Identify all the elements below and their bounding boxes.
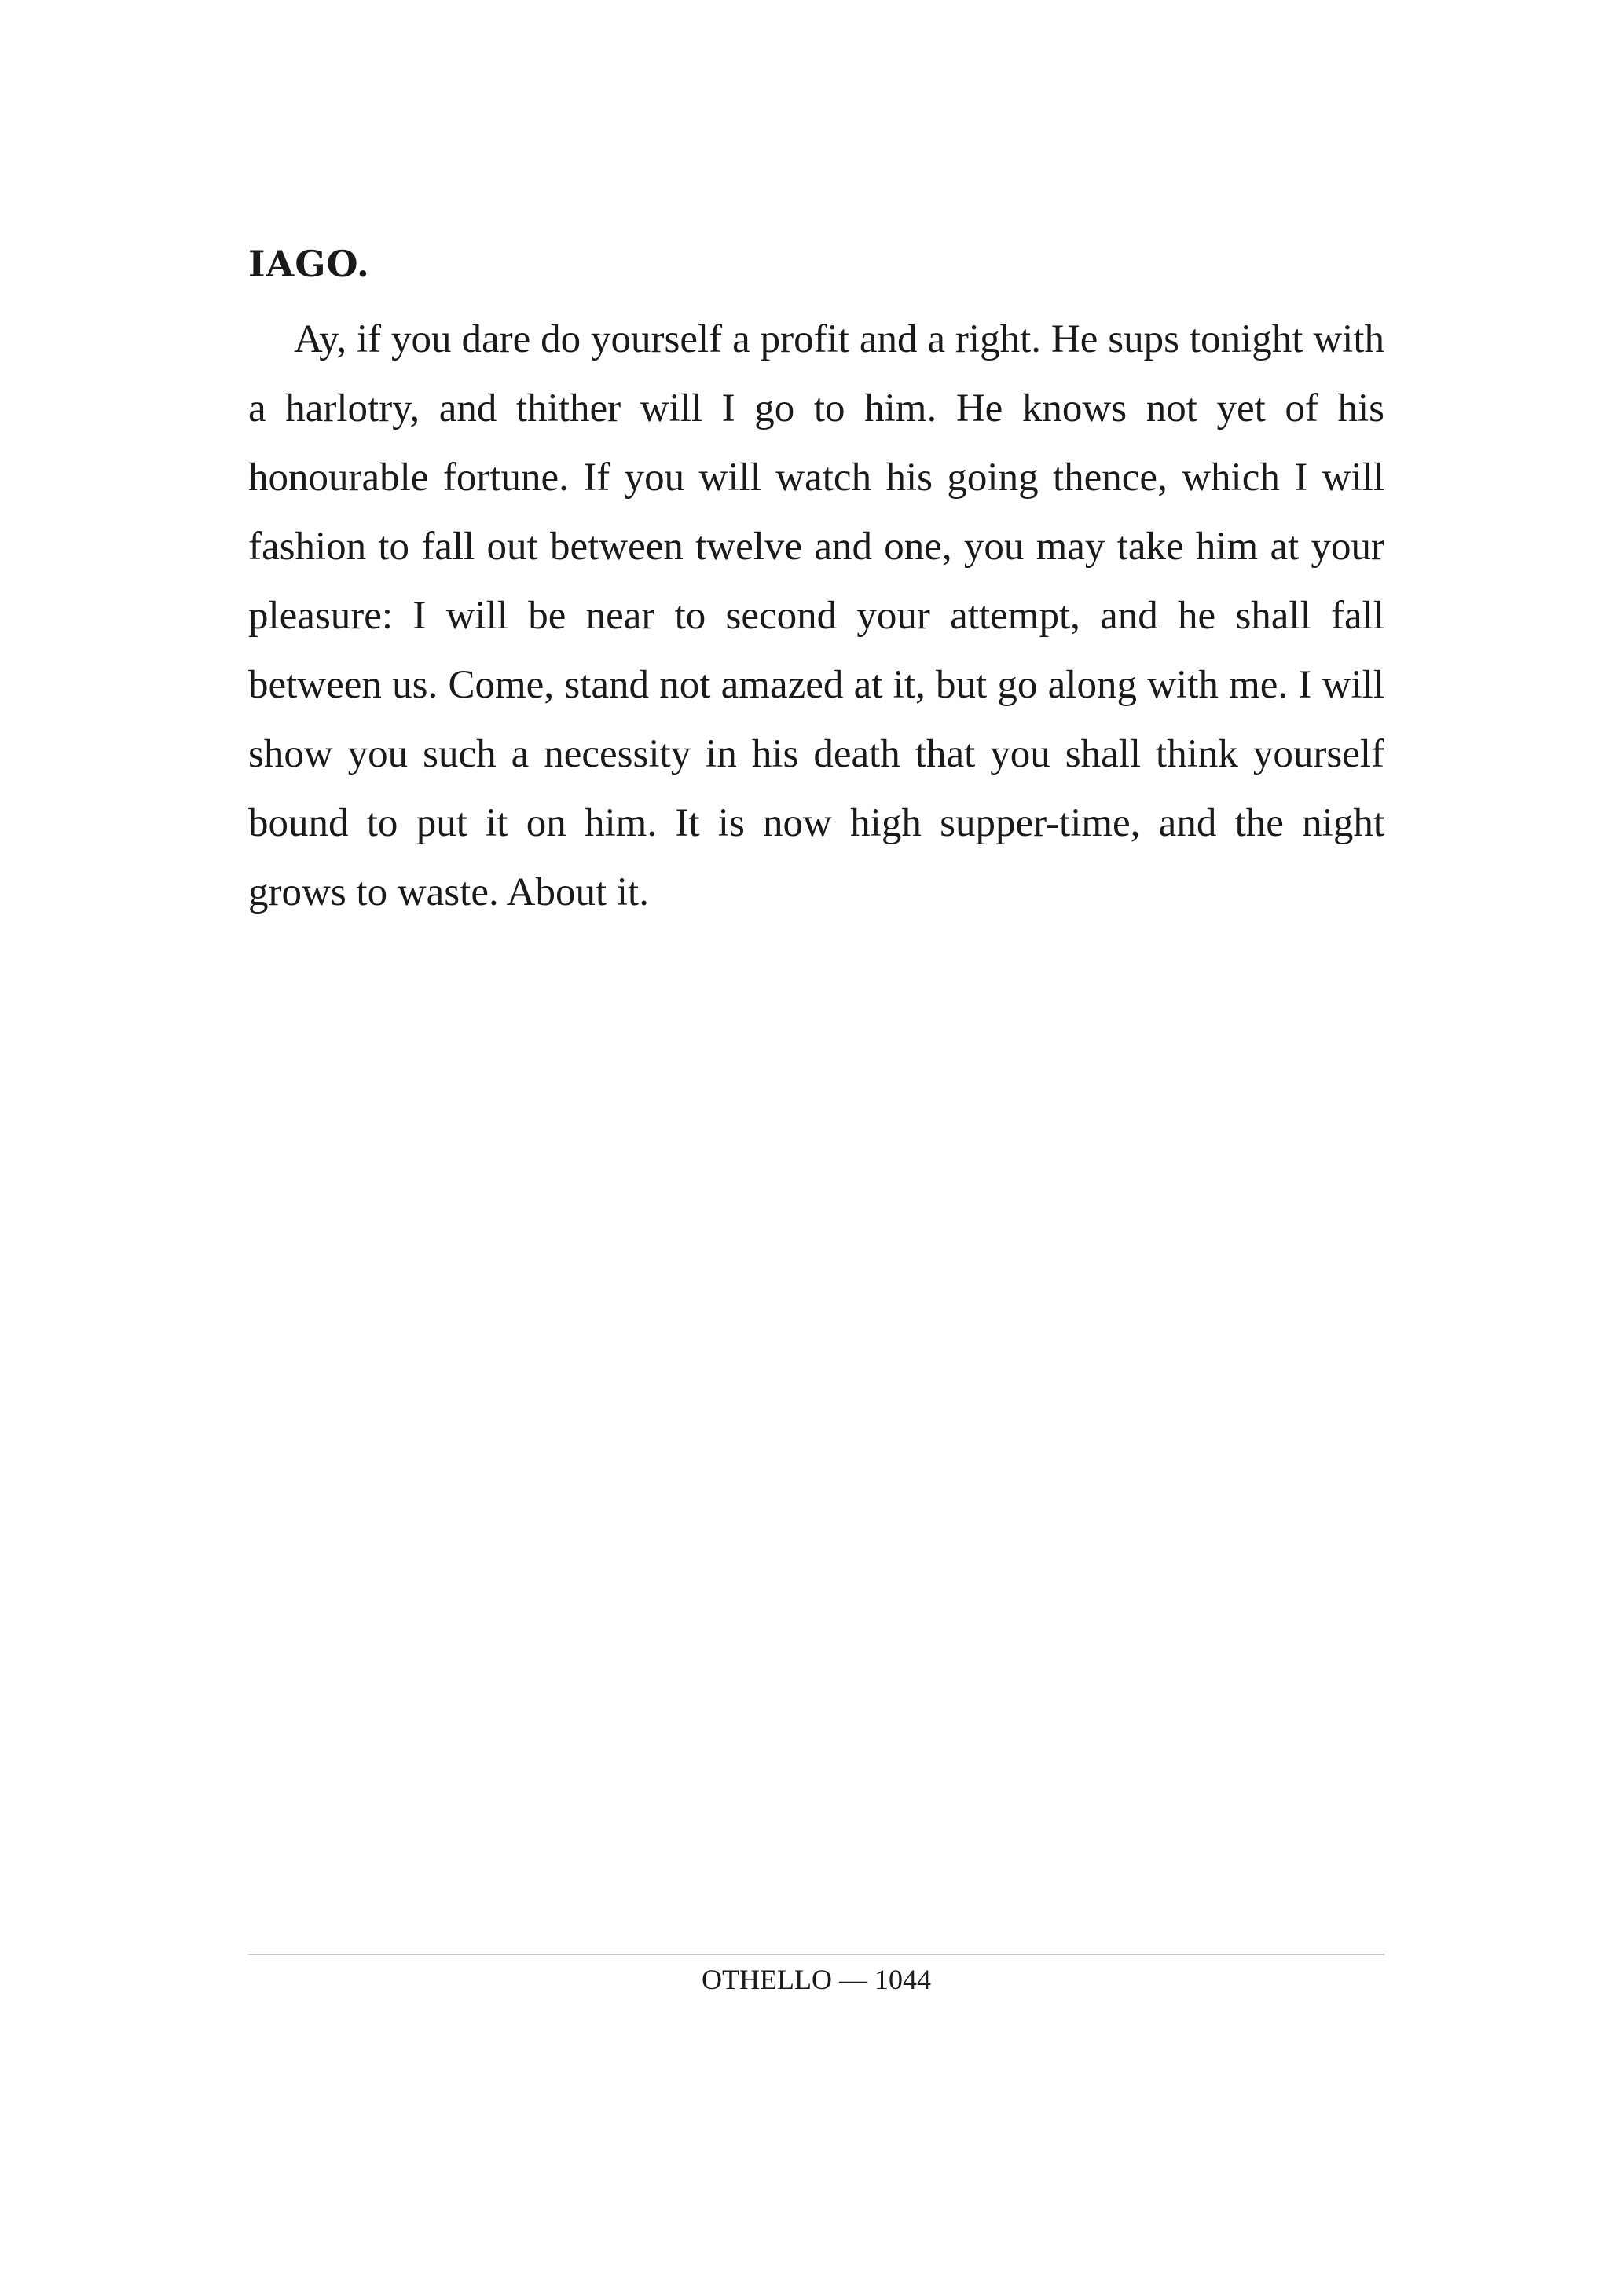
speaker-name: IAGO. — [248, 243, 370, 285]
footer-divider — [248, 1954, 1384, 1955]
speech-paragraph: Ay, if you dare do yourself a profit and a right. He sups tonight with a harlotry, and thither will I go to him. He knows not yet of his honourable fortune. If you will watch his going thence, which I will fashion to fall out between twelve and one, you may take him at your pleasure: I will be near to second your attempt, and he shall fall between us. Come, stand not amazed at it, but go along with me. I will show you such a necessity in his death that you shall think yourself bound to put it on him. It is now high supper-time, and the night grows to waste. About it. — [248, 317, 1384, 914]
page-footer: OTHELLO — 1044 — [702, 1964, 931, 1995]
